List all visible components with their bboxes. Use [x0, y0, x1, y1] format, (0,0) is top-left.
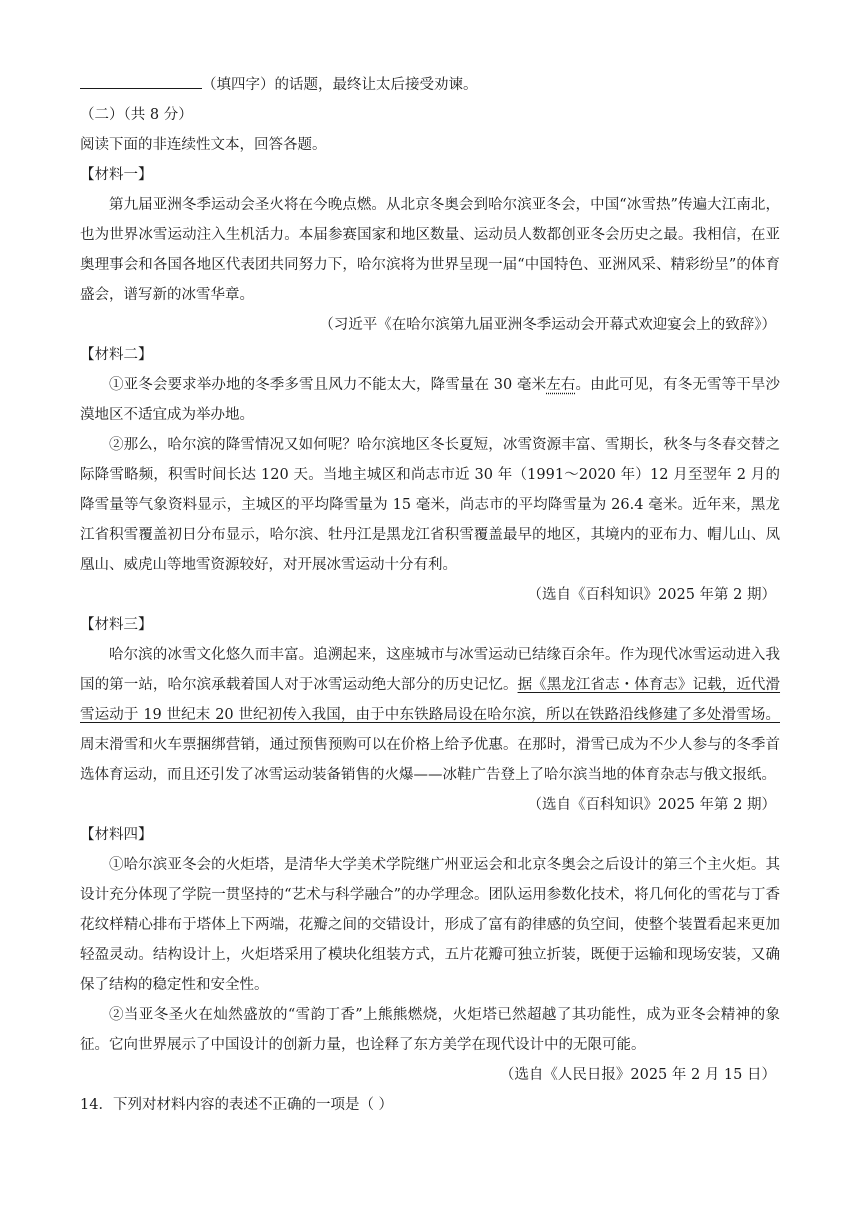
material3-pre: 哈尔滨的冰雪文化悠久而丰富。追溯起来，这座城市与冰雪运动已结缘百余年。作为现代冰雪运动进入我国的第一站，哈尔滨承载着国人对于冰雪运动绝大部分的历史记忆。 [80, 647, 780, 693]
material1-label: 【材料一】 [80, 167, 153, 183]
section-heading: （二）（共 8 分） [80, 107, 193, 123]
material1-paragraph: 第九届亚洲冬季运动会圣火将在今晚点燃。从北京冬奥会到哈尔滨亚冬会，中国“冰雪热”传遍大江南北，也为世界冰雪运动注入生机活力。本届参赛国家和地区数量、运动员人数都创亚冬会历史之最。我相信，在亚奥理事会和各国各地区代表团共同努力下，哈尔滨将为世界呈现一届“中国特色、亚洲风采、精彩纷呈”的体育盛会，谱写新的冰雪华章。 [80, 197, 780, 303]
material2-p1-emphasis: 左右 [546, 377, 576, 393]
material3-paragraph [80, 640, 780, 790]
question-14: 14．下列对材料内容的表述不正确的一项是（ ） [80, 1097, 394, 1113]
material3-source: （选自《百科知识》2025 年第 2 期） [527, 797, 776, 813]
material4-paragraph-2: ②当亚冬圣火在灿然盛放的“雪韵丁香”上熊熊燃烧，火炬塔已然超越了其功能性，成为亚冬会精神的象征。它向世界展示了中国设计的创新力量，也诠释了东方美学在现代设计中的无限可能。 [80, 1007, 780, 1053]
intro-line [80, 70, 780, 100]
material3-underlined-sentence: 据《黑龙江省志・体育志》记载，近代滑雪运动于 19 世纪末 20 世纪初传入我国，由于中东铁路局设在哈尔滨，所以在铁路沿线修建了多处滑雪场。 [80, 677, 781, 723]
material4-paragraph-1: ①哈尔滨亚冬会的火炬塔，是清华大学美术学院继广州亚运会和北京冬奥会之后设计的第三个主火炬。其设计充分体现了学院一贯坚持的“艺术与科学融合”的办学理念。团队运用参数化技术，将几何化的雪花与丁香花纹样精心排布于塔体上下两端，花瓣之间的交错设计，形成了富有韵律感的负空间，使整个装置看起来更加轻盈灵动。结构设计上，火炬塔采用了模块化组装方式，五片花瓣可独立折装，既便于运输和现场安装，又确保了结构的稳定性和安全性。 [80, 857, 780, 993]
material2-paragraph-1 [80, 370, 780, 430]
section-instruction: 阅读下面的非连续性文本，回答各题。 [80, 137, 327, 153]
material4-source: （选自《人民日报》2025 年 2 月 15 日） [499, 1067, 776, 1083]
answer-blank[interactable] [80, 72, 202, 89]
material3-post: 周末滑雪和火车票捆绑营销，通过预售预购可以在价格上给予优惠。在那时，滑雪已成为不少人参与的冬季首选体育运动，而且还引发了冰雪运动装备销售的火爆——冰鞋广告登上了哈尔滨当地的体育杂志与俄文报纸。 [80, 737, 780, 783]
material2-p1-post: 。由此可见，有冬无雪等干旱沙漠地区不适宜成为举办地。 [80, 377, 781, 423]
material2-paragraph-2: ②那么，哈尔滨的降雪情况又如何呢？哈尔滨地区冬长夏短，冰雪资源丰富、雪期长，秋冬与冬春交替之际降雪略频，积雪时间长达 120 天。当地主城区和尚志市近 30 年（1991～2020 年）12 月至翌年 2 月的降雪量等气象资料显示，主城区的平均降雪量为 15 毫米，尚志市的平均降雪量为 26.4 毫米。近年来，黑龙江省积雪覆盖初日分布显示，哈尔滨、牡丹江是黑龙江省积雪覆盖最早的地区，其境内的亚布力、帽儿山、凤凰山、威虎山等地雪资源较好，对开展冰雪运动十分有利。 [80, 437, 780, 573]
document-page [80, 70, 780, 1120]
intro-fill-note: （填四字）的话题，最终让太后接受劝谏。 [202, 77, 478, 93]
material1-source: （习近平《在哈尔滨第九届亚洲冬季运动会开幕式欢迎宴会上的致辞》） [319, 317, 776, 333]
material2-p1-pre: ①亚冬会要求举办地的冬季多雪且风力不能太大，降雪量在 30 毫米 [109, 377, 547, 393]
material2-label: 【材料二】 [80, 347, 153, 363]
material4-label: 【材料四】 [80, 827, 153, 843]
material2-source: （选自《百科知识》2025 年第 2 期） [527, 587, 776, 603]
material3-label: 【材料三】 [80, 617, 153, 633]
